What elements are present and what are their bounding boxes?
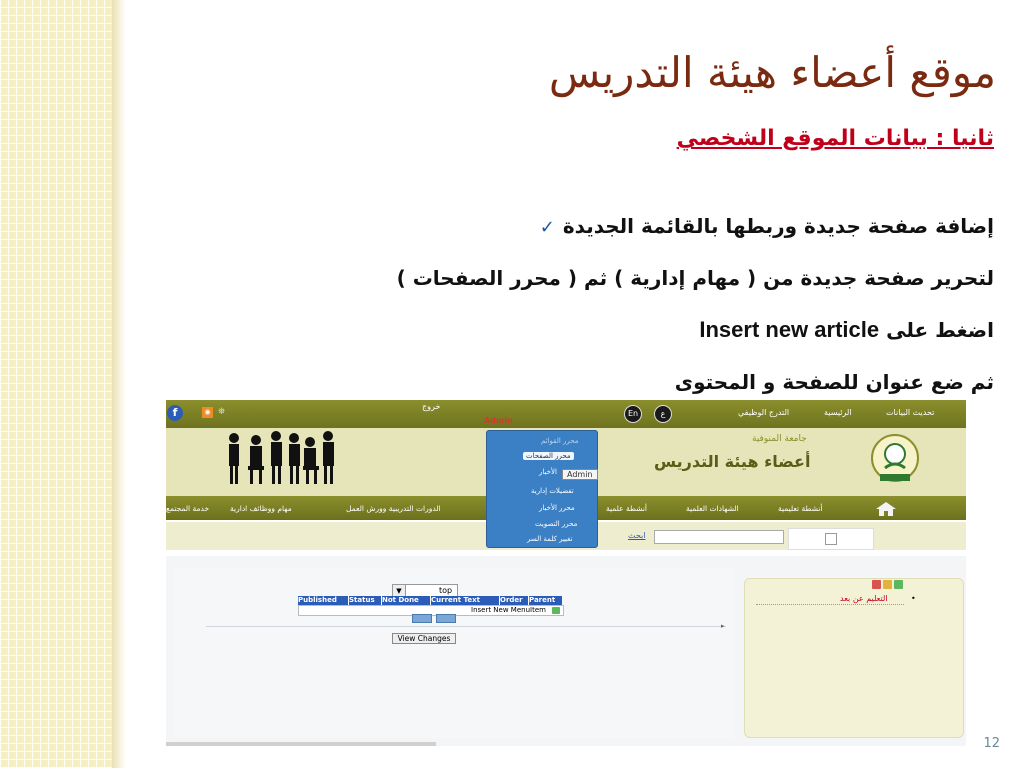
lang-en-button[interactable]: En	[624, 405, 642, 423]
nav-update-data[interactable]: تحديث البيانات	[886, 408, 935, 417]
university-logo-icon	[870, 432, 920, 486]
slide-number: 12	[983, 736, 1000, 751]
admin-tooltip: Admin	[562, 469, 598, 480]
broken-image-icon	[825, 533, 837, 545]
slide-subtitle: ثانيا : بيانات الموقع الشخصي	[676, 126, 994, 151]
distance-learning-link[interactable]: التعليم عن بعد	[840, 594, 888, 603]
dropdown-change-password[interactable]: تغيير كلمة السر	[527, 535, 573, 543]
add-icon[interactable]	[894, 580, 903, 589]
search-input[interactable]	[654, 530, 784, 544]
bullet-line-1	[234, 212, 994, 264]
arrow-right-icon: ▸	[721, 622, 725, 630]
home-icon[interactable]	[874, 501, 898, 517]
dropdown-pages-editor[interactable]: محرر الصفحات	[523, 452, 574, 460]
logout-link[interactable]: خروج	[422, 402, 441, 411]
cancel-button[interactable]	[436, 614, 456, 623]
col-status: Status	[349, 596, 382, 605]
bullet-line-4: ثم ضع عنوان للصفحة و المحتوى	[674, 370, 994, 394]
bullet-list	[234, 212, 994, 420]
slide-title: موقع أعضاء هيئة التدريس	[548, 48, 996, 97]
checkmark-icon: ✓	[539, 217, 555, 238]
embedded-screenshot	[166, 400, 966, 746]
nav-home[interactable]: الرئيسية	[824, 408, 852, 417]
admin-menu-link[interactable]: Admin	[484, 416, 513, 425]
box-toolbar	[870, 580, 920, 590]
view-changes-button[interactable]: View Changes	[392, 633, 456, 644]
menu-teaching-activities[interactable]: أنشطة تعليمية	[778, 504, 823, 513]
dropdown-menu-editor[interactable]: محرر القوائم	[541, 437, 579, 445]
bullet-line-2: لتحرير صفحة جديدة من ( مهام إدارية ) ثم ( محرر الصفحات )	[396, 266, 994, 290]
col-parent: Parent	[529, 596, 556, 604]
university-name: جامعة المنوفية	[752, 434, 807, 444]
delete-icon[interactable]	[872, 580, 881, 589]
nav-career[interactable]: التدرج الوظيفي	[738, 408, 790, 417]
facebook-icon[interactable]: f	[167, 405, 183, 421]
people-silhouette-icon	[224, 430, 338, 486]
decorative-sidebar	[0, 0, 112, 768]
sitemap-icon[interactable]: ⛯	[218, 407, 226, 417]
dropdown-news-editor[interactable]: محرر الأخبار	[539, 504, 575, 512]
dropdown-poll-editor[interactable]: محرر التصويت	[535, 520, 578, 528]
col-order: Order	[500, 596, 529, 605]
insert-article-label: Insert new article	[699, 317, 880, 342]
menu-training-courses[interactable]: الدورات التدريبية وورش العمل	[346, 504, 441, 513]
table-header	[298, 596, 562, 605]
menu-scientific-activities[interactable]: أنشطة علمية	[606, 504, 647, 513]
save-button[interactable]	[412, 614, 432, 623]
dropdown-news[interactable]: الأخبار	[539, 468, 557, 476]
bullet-3-prefix: اضغط على	[886, 318, 994, 342]
edit-icon[interactable]	[883, 580, 892, 589]
bullet-icon: •	[911, 594, 916, 603]
col-published: Published	[298, 596, 349, 605]
horizontal-scrollbar[interactable]	[166, 742, 436, 746]
chevron-down-icon[interactable]: ▼	[393, 585, 406, 597]
select-value: top	[439, 586, 453, 595]
menu-community-service[interactable]: خدمة المجتمع	[166, 504, 210, 513]
search-button[interactable]: ابحث	[628, 531, 646, 540]
menu-scientific-degrees[interactable]: الشهادات العلمية	[686, 504, 739, 513]
dropdown-admin-prefs[interactable]: تفضيلات إدارية	[531, 487, 574, 495]
insert-new-menuitem[interactable]: Insert New MenuItem	[471, 606, 546, 614]
menu-items-table	[298, 596, 562, 616]
admin-dropdown	[486, 430, 598, 548]
bullet-line-3	[234, 316, 994, 368]
add-icon[interactable]	[552, 607, 560, 614]
lang-ar-button[interactable]: ع	[654, 405, 672, 423]
menu-admin-duties[interactable]: مهام ووظائف ادارية	[230, 504, 292, 513]
dotted-divider	[756, 604, 904, 605]
col-not-done: Not Done	[382, 596, 431, 605]
col-current-text: Current Text	[431, 596, 500, 605]
panel-divider	[206, 626, 726, 627]
image-placeholder	[788, 528, 874, 550]
site-title: أعضاء هيئة التدريس	[654, 452, 811, 471]
rss-icon[interactable]: ◉	[202, 407, 213, 418]
bullet-text-1: إضافة صفحة جديدة وربطها بالقائمة الجديدة	[562, 214, 994, 238]
sidebar-shadow	[112, 0, 126, 768]
